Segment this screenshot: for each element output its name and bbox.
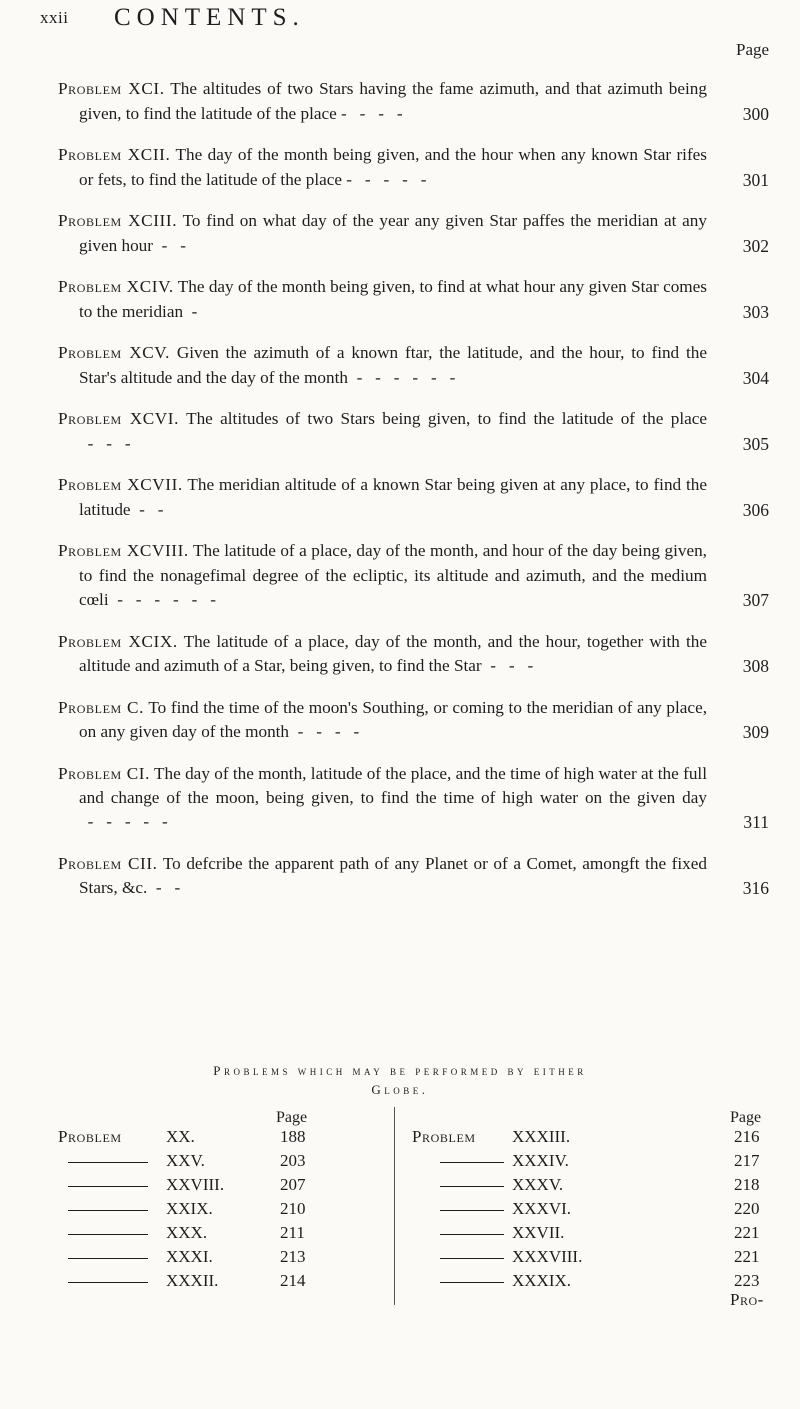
index-page-label: Page bbox=[730, 1109, 762, 1126]
leaders: - - - bbox=[481, 656, 534, 675]
problem-text: The day of the month being given, to find at what hour any given Star comes to the meridian bbox=[79, 277, 707, 321]
problem-text: The altitudes of two Stars having the fame azimuth, and that azimuth being given, to find the latitude of the place bbox=[79, 79, 707, 123]
index-row bbox=[58, 1223, 358, 1247]
contents-entry bbox=[58, 473, 769, 522]
problem-label: Problem XCI. bbox=[58, 79, 165, 99]
index-label: Problem bbox=[58, 1127, 122, 1146]
contents-entry bbox=[58, 852, 769, 901]
ditto-rule bbox=[68, 1234, 148, 1235]
leaders: - - - - - - bbox=[347, 367, 456, 387]
contents-entries bbox=[0, 60, 800, 901]
index-row bbox=[58, 1247, 358, 1271]
problem-label: Problem XCIV. bbox=[58, 277, 174, 297]
index-page: 223 bbox=[734, 1271, 760, 1290]
ditto-rule bbox=[440, 1282, 504, 1283]
contents-entry bbox=[58, 696, 769, 745]
index-row bbox=[58, 1175, 358, 1199]
index-roman: XXVII. bbox=[512, 1223, 565, 1242]
column-divider bbox=[394, 1107, 395, 1305]
contents-entry bbox=[58, 143, 769, 192]
index-roman: XXXVI. bbox=[512, 1199, 572, 1218]
ditto-rule bbox=[68, 1258, 148, 1259]
index-row bbox=[412, 1271, 772, 1295]
index-roman: XXXI. bbox=[166, 1247, 213, 1266]
page-number: 308 bbox=[742, 656, 769, 676]
page-number: 311 bbox=[743, 812, 769, 833]
index-roman: XX. bbox=[166, 1127, 195, 1146]
section-title bbox=[0, 1061, 800, 1099]
problem-text: Given the azimuth of a known ftar, the latitude, and the hour, to find the Star's altitude and the day of the month bbox=[79, 343, 707, 387]
contents-entry bbox=[58, 407, 769, 456]
index-label: Problem bbox=[412, 1127, 476, 1146]
index-page: 203 bbox=[280, 1151, 306, 1170]
index-page: 221 bbox=[734, 1223, 760, 1242]
index-row bbox=[412, 1151, 772, 1175]
leaders: - - - - - - bbox=[108, 590, 216, 609]
index-row bbox=[412, 1199, 772, 1223]
problem-text: To find the time of the moon's Southing, or coming to the meridian of any place, on any given day of the month bbox=[79, 697, 707, 741]
index-row bbox=[58, 1127, 358, 1151]
problem-label: Problem CI. bbox=[58, 763, 150, 783]
index-roman: XXVIII. bbox=[166, 1175, 225, 1194]
running-head: CONTENTS. bbox=[114, 4, 305, 31]
problem-label: Problem XCVIII. bbox=[58, 541, 189, 561]
index-page: 220 bbox=[734, 1199, 760, 1218]
index-page: 207 bbox=[280, 1175, 306, 1194]
index-page: 214 bbox=[280, 1271, 306, 1290]
problem-text: The latitude of a place, day of the month, and hour of the day being given, to find the nonagefimal degree of the ecliptic, its altitude and azimuth, and the medium cœli bbox=[79, 541, 707, 609]
folio-number: xxii bbox=[40, 8, 69, 27]
contents-entry bbox=[58, 762, 769, 835]
ditto-rule bbox=[68, 1162, 148, 1163]
leaders: - - - - bbox=[289, 722, 360, 741]
ditto-rule bbox=[68, 1210, 148, 1211]
index-row bbox=[58, 1151, 358, 1175]
ditto-rule bbox=[68, 1282, 148, 1283]
section-title-line: Globe. bbox=[371, 1082, 429, 1097]
index-row bbox=[412, 1247, 772, 1271]
problem-label: Problem CII. bbox=[58, 854, 158, 873]
index-row bbox=[58, 1271, 358, 1295]
page-number: 300 bbox=[742, 103, 769, 124]
problem-text: The day of the month, latitude of the place, and the time of high water at the full and change of the moon, being given, to find the time of high water on the given day bbox=[79, 763, 707, 807]
problem-label: Problem C. bbox=[58, 697, 144, 717]
problem-text: To find on what day of the year any given Star paffes the meridian at any given hour bbox=[79, 211, 707, 255]
page-number: 307 bbox=[742, 590, 769, 610]
contents-entry bbox=[58, 341, 769, 390]
index-row bbox=[412, 1127, 772, 1151]
leaders: - - - bbox=[79, 433, 131, 453]
page-column-label: Page bbox=[736, 40, 770, 59]
ditto-rule bbox=[440, 1210, 504, 1211]
leaders: - - - - - bbox=[79, 812, 168, 832]
index-row bbox=[58, 1199, 358, 1223]
problem-label: Problem XCII. bbox=[58, 145, 171, 165]
index-roman: XXXIX. bbox=[512, 1271, 572, 1290]
problem-text: To defcribe the apparent path of any Planet or of a Comet, amongft the fixed Stars, &c. bbox=[79, 854, 707, 898]
ditto-rule bbox=[440, 1162, 504, 1163]
index-roman: XXX. bbox=[166, 1223, 208, 1242]
index-page: 211 bbox=[280, 1223, 305, 1242]
page-number: 302 bbox=[742, 235, 769, 256]
contents-entry bbox=[58, 77, 769, 126]
problem-label: Problem XCVII. bbox=[58, 475, 183, 495]
index-page: 221 bbox=[734, 1247, 760, 1266]
catchword: Pro- bbox=[730, 1290, 764, 1309]
ditto-rule bbox=[440, 1234, 504, 1235]
index-roman: XXXII. bbox=[166, 1271, 219, 1290]
leaders: - - bbox=[147, 878, 181, 898]
contents-entry bbox=[58, 209, 769, 258]
page-number: 316 bbox=[742, 878, 769, 899]
page-number: 309 bbox=[742, 722, 769, 742]
index-roman: XXXV. bbox=[512, 1175, 564, 1194]
problem-text: The day of the month being given, and the hour when any known Star rifes or fets, to find the latitude of the place bbox=[79, 145, 707, 189]
leaders: - - bbox=[153, 235, 186, 255]
ditto-rule bbox=[440, 1258, 504, 1259]
problem-label: Problem XCIX. bbox=[58, 631, 178, 651]
index-roman: XXIX. bbox=[166, 1199, 213, 1218]
index-row bbox=[412, 1175, 772, 1199]
leaders: - bbox=[183, 301, 198, 321]
index-page: 216 bbox=[734, 1127, 760, 1146]
section-title-line: Problems which may be performed by either bbox=[213, 1063, 587, 1078]
problem-text: The meridian altitude of a known Star being given at any place, to find the latitude bbox=[79, 475, 707, 519]
problem-label: Problem XCV. bbox=[58, 343, 170, 363]
contents-entry bbox=[58, 630, 769, 679]
index-page: 188 bbox=[280, 1127, 306, 1146]
page-number: 305 bbox=[742, 433, 769, 454]
leaders: - - - - bbox=[336, 103, 403, 123]
index-page-label: Page bbox=[276, 1109, 308, 1126]
page-number: 303 bbox=[742, 301, 769, 322]
contents-entry bbox=[58, 275, 769, 324]
index-page: 218 bbox=[734, 1175, 760, 1194]
leaders: - - bbox=[130, 499, 164, 519]
index-roman: XXV. bbox=[166, 1151, 205, 1170]
index-page: 210 bbox=[280, 1199, 306, 1218]
contents-entry bbox=[58, 539, 769, 612]
index-page: 217 bbox=[734, 1151, 760, 1170]
index-roman: XXXIII. bbox=[512, 1127, 571, 1146]
problem-text: The latitude of a place, day of the month, and the hour, together with the altitude and azimuth of a Star, being given, to find the Star bbox=[79, 631, 707, 675]
page-number: 306 bbox=[742, 499, 769, 520]
page-number: 304 bbox=[742, 367, 769, 388]
ditto-rule bbox=[440, 1186, 504, 1187]
leaders: - - - - - bbox=[341, 169, 427, 189]
problem-text: The altitudes of two Stars being given, to find the latitude of the place bbox=[186, 409, 707, 429]
problem-label: Problem XCVI. bbox=[58, 409, 180, 429]
page-number: 301 bbox=[742, 169, 769, 190]
problem-label: Problem XCIII. bbox=[58, 211, 178, 231]
index-row bbox=[412, 1223, 772, 1247]
index-page: 213 bbox=[280, 1247, 306, 1266]
index-roman: XXXIV. bbox=[512, 1151, 569, 1170]
index-roman: XXXVIII. bbox=[512, 1247, 583, 1266]
ditto-rule bbox=[68, 1186, 148, 1187]
